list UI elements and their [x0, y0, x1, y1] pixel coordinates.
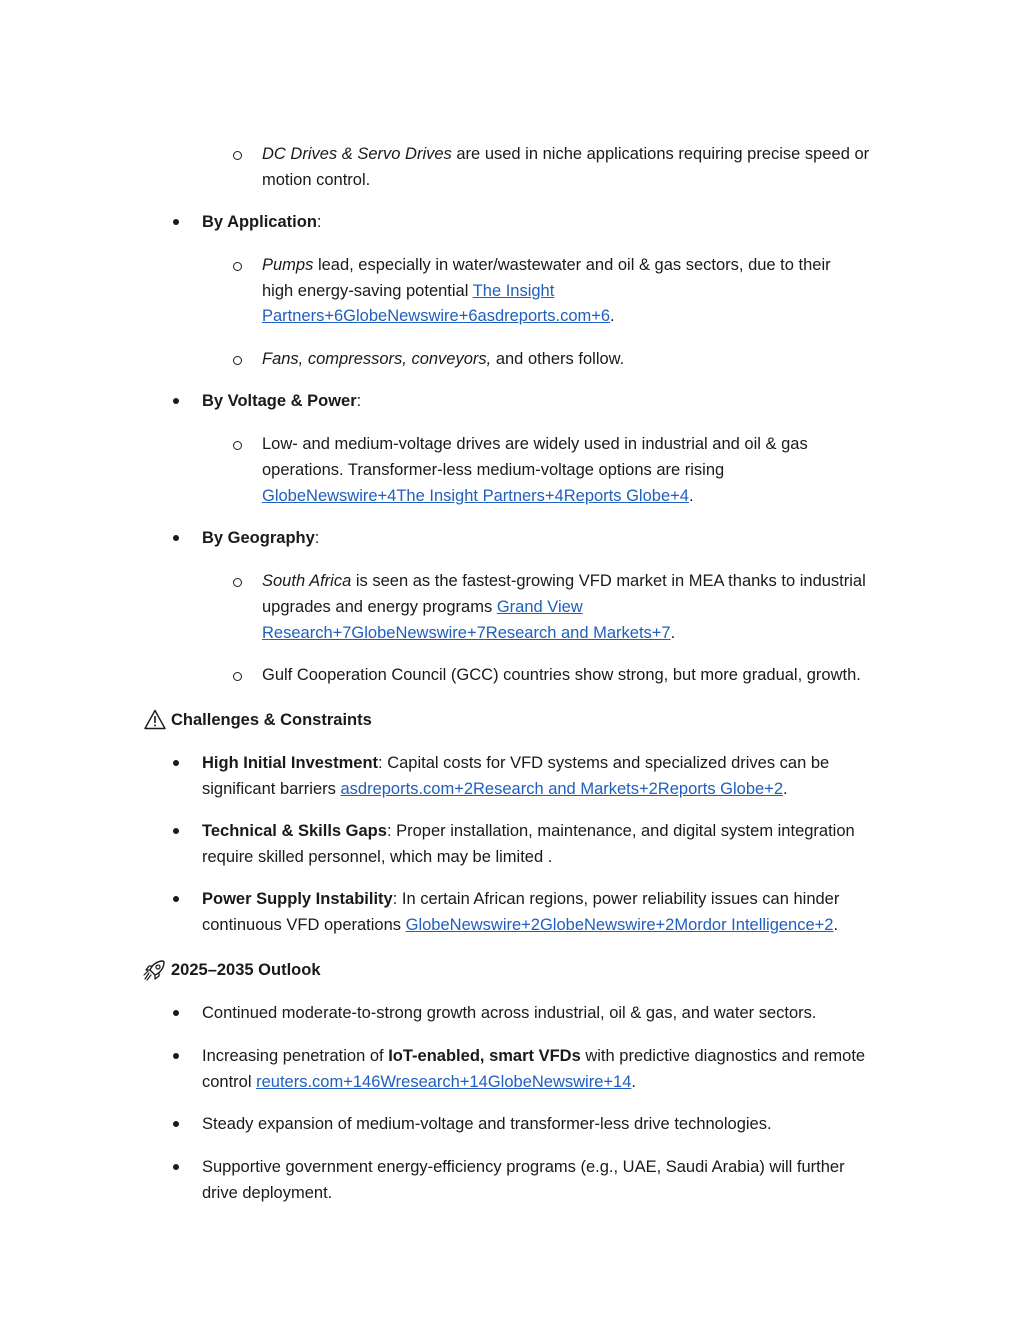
sub-bullet-marker — [233, 151, 242, 160]
list-item-voltage-line3: GlobeNewswire+4The Insight Partners+4Reports Globe+4. — [262, 487, 694, 505]
sub-bullet-marker — [233, 262, 242, 271]
bullet-marker — [173, 535, 179, 541]
rocket-icon — [143, 958, 167, 987]
source-link-reuters[interactable]: reuters.com+146Wresearch+14GlobeNewswire+14 — [256, 1073, 632, 1091]
outlook-item-expansion: Steady expansion of medium-voltage and transformer-less drive technologies. — [202, 1115, 772, 1133]
sub-bullet-marker — [233, 441, 242, 450]
bullet-marker — [173, 896, 179, 902]
pumps-term: Pumps — [262, 256, 314, 274]
bullet-marker — [173, 1010, 179, 1016]
outlook-item-growth: Continued moderate-to-strong growth across industrial, oil & gas, and water sectors. — [202, 1004, 817, 1022]
section-heading-challenges: Challenges & Constraints — [171, 711, 372, 729]
list-item-by-application: By Application: — [202, 213, 322, 231]
challenge-item-skills-line1: Technical & Skills Gaps: Proper installation, maintenance, and digital system integration — [202, 822, 855, 840]
bullet-marker — [173, 398, 179, 404]
south-africa-term: South Africa — [262, 572, 352, 590]
dc-drives-term: DC Drives & Servo Drives — [262, 145, 452, 163]
source-link-insight-partners-cont[interactable]: Partners+6GlobeNewswire+6asdreports.com+6 — [262, 307, 611, 325]
bullet-marker — [173, 760, 179, 766]
sub-bullet-marker — [233, 356, 242, 365]
source-link-grand-view[interactable]: Grand View — [496, 598, 583, 616]
list-item-dc-drives-line2: motion control. — [262, 171, 371, 189]
bullet-marker — [173, 1164, 179, 1170]
list-item-south-africa-line2: upgrades and energy programs Grand View — [262, 598, 583, 616]
by-application-label: By Application — [202, 213, 317, 231]
bullet-marker — [173, 1053, 179, 1059]
list-item-voltage-line2: operations. Transformer-less medium-voltage options are rising — [262, 461, 725, 479]
source-link-grand-view-cont[interactable]: Research+7GlobeNewswire+7Research and Markets+7 — [262, 624, 671, 642]
list-item-south-africa-line1: South Africa is seen as the fastest-growing VFD market in MEA thanks to industrial — [262, 572, 866, 590]
by-voltage-label: By Voltage & Power — [202, 392, 357, 410]
list-item-fans: Fans, compressors, conveyors, and others follow. — [262, 350, 625, 368]
list-item-gcc: Gulf Cooperation Council (GCC) countries show strong, but more gradual, growth. — [262, 666, 861, 684]
source-link-globenewswire[interactable]: GlobeNewswire+4The Insight Partners+4Reports Globe+4 — [262, 487, 689, 505]
list-item-by-voltage: By Voltage & Power: — [202, 392, 362, 410]
list-item-dc-drives-line1: DC Drives & Servo Drives are used in niche applications requiring precise speed or — [262, 145, 870, 163]
list-item-south-africa-line3: Research+7GlobeNewswire+7Research and Markets+7. — [262, 624, 676, 642]
sub-bullet-marker — [233, 672, 242, 681]
list-item-pumps-line3: Partners+6GlobeNewswire+6asdreports.com+6. — [262, 307, 615, 325]
section-heading-outlook: 2025–2035 Outlook — [171, 961, 321, 979]
fans-term: Fans, compressors, conveyors, — [262, 350, 492, 368]
list-item-voltage-line1: Low- and medium-voltage drives are widely used in industrial and oil & gas — [262, 435, 808, 453]
challenge-item-skills-line2: require skilled personnel, which may be limited . — [202, 848, 553, 866]
outlook-item-iot-line2: control reuters.com+146Wresearch+14GlobeNewswire+14. — [202, 1073, 636, 1091]
list-item-by-geography: By Geography: — [202, 529, 320, 547]
outlook-item-iot-line1: Increasing penetration of IoT-enabled, smart VFDs with predictive diagnostics and remote — [202, 1047, 866, 1065]
outlook-item-government-line1: Supportive government energy-efficiency programs (e.g., UAE, Saudi Arabia) will further — [202, 1158, 845, 1176]
bullet-marker — [173, 828, 179, 834]
source-link-globenewswire-mordor[interactable]: GlobeNewswire+2GlobeNewswire+2Mordor Intelligence+2 — [405, 916, 834, 934]
outlook-item-government-line2: drive deployment. — [202, 1184, 333, 1202]
list-item-pumps-line2: high energy-saving potential The Insight — [262, 282, 555, 300]
bullet-marker — [173, 1121, 179, 1127]
warning-icon — [144, 709, 166, 735]
challenge-item-power-line1: Power Supply Instability: In certain African regions, power reliability issues can hinder — [202, 890, 840, 908]
list-item-pumps-line1: Pumps lead, especially in water/wastewater and oil & gas sectors, due to their — [262, 256, 831, 274]
challenge-item-investment-line1: High Initial Investment: Capital costs for VFD systems and specialized drives can be — [202, 754, 830, 772]
bullet-marker — [173, 219, 179, 225]
sub-bullet-marker — [233, 578, 242, 587]
source-link-insight-partners[interactable]: The Insight — [472, 282, 555, 300]
challenge-item-investment-line2: significant barriers asdreports.com+2Research and Markets+2Reports Globe+2. — [202, 780, 788, 798]
challenge-item-power-line2: continuous VFD operations GlobeNewswire+2GlobeNewswire+2Mordor Intelligence+2. — [202, 916, 839, 934]
by-geography-label: By Geography — [202, 529, 315, 547]
source-link-asdreports[interactable]: asdreports.com+2Research and Markets+2Reports Globe+2 — [340, 780, 784, 798]
